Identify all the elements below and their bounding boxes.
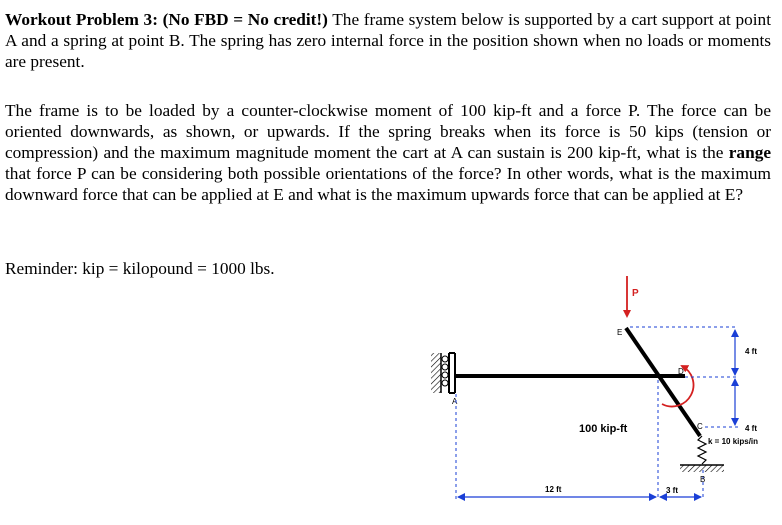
wall-support [431, 353, 441, 393]
ground-support-B [680, 465, 724, 472]
dim-label-4ft-top: 4 ft [745, 347, 757, 356]
dim-label-12ft: 12 ft [545, 485, 562, 494]
label-D: D [678, 367, 684, 376]
range-emphasis: range [728, 143, 771, 162]
label-B: B [700, 475, 706, 484]
problem-title: Workout Problem 3: (No FBD = No credit!) [5, 10, 328, 29]
loading-text-before: The frame is to be loaded by a counter-clockwise moment of 100 kip-ft and a force P. The force can be oriented downwards, as shown, or upwards. If the spring breaks when its force is 50 kips (tension or compression) and the maximum magnitude moment the cart at A can sustain is 200 kip-ft, what is the [5, 101, 771, 162]
diagonal-member [626, 328, 700, 436]
dim-label-3ft: 3 ft [666, 486, 678, 495]
problem-intro-text: The frame system below is supported by a cart support at point A and a spring at point B. The spring has zero internal force in the position shown when no loads or moments are present. [5, 10, 771, 71]
label-P: P [632, 288, 639, 299]
label-E: E [617, 328, 623, 337]
moment-label: 100 kip-ft [579, 423, 628, 435]
spring-label: k = 10 kips/in [708, 437, 759, 446]
dim-label-4ft-bottom: 4 ft [745, 424, 757, 433]
dimension-guides [456, 327, 738, 500]
label-A: A [452, 397, 458, 406]
cart-rollers [442, 356, 448, 386]
spring [698, 436, 706, 464]
reminder-text: Reminder: kip = kilopound = 1000 lbs. [5, 259, 275, 278]
loading-text-after: that force P can be considering both possible orientations of the force? In other words, what is the maximum downward force that can be applied at E and what is the maximum upwards force that can be applied at E? [5, 164, 771, 204]
label-C: C [697, 422, 703, 431]
